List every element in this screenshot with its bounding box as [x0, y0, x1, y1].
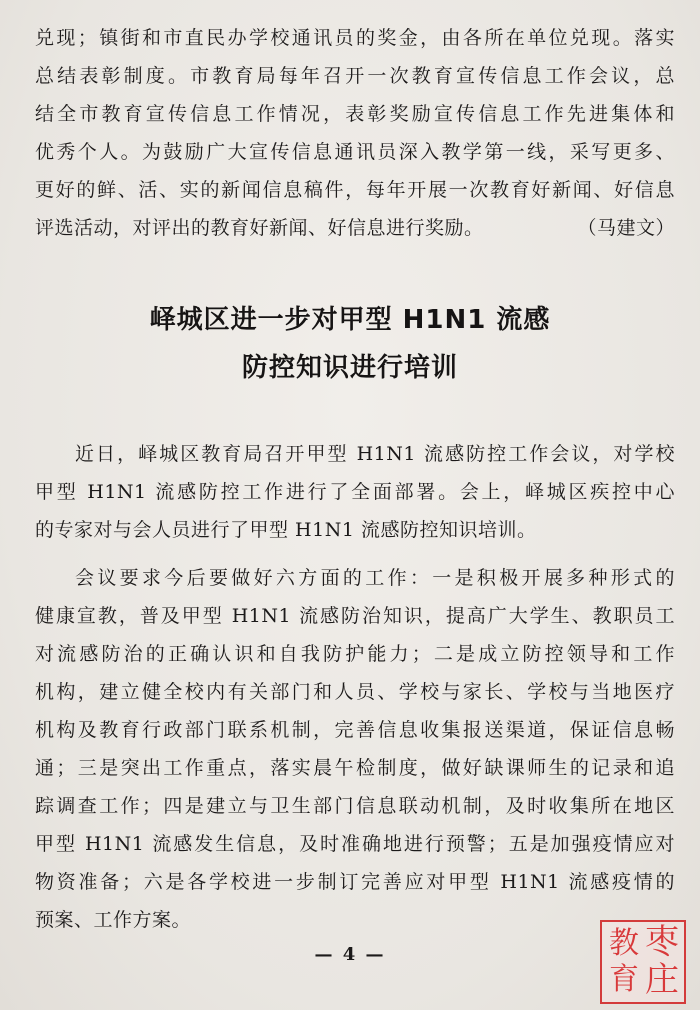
p2-line-4: 机构，建立健全校内有关部门和人员、学校与家长、学校与当地医疗: [35, 681, 675, 703]
author-byline: （马建文）: [577, 217, 675, 239]
seal-char: 教: [609, 926, 639, 961]
p2-line-9: 物资准备；六是各学校进一步制订完善应对甲型 H1N1 流感疫情的: [35, 871, 675, 893]
seal-char: 育: [609, 962, 639, 997]
seal-char: 枣: [645, 922, 679, 962]
intro-line-1: 兑现；镇街和市直民办学校通讯员的奖金，由各所在单位兑现。落实: [35, 27, 675, 49]
red-seal-stamp: [600, 920, 686, 1004]
page-number: — 4 —: [314, 944, 386, 965]
seal-char: 庄: [645, 960, 679, 1000]
p2-line-7: 踪调查工作；四是建立与卫生部门信息联动机制，及时收集所在地区: [35, 795, 675, 817]
p2-last-line: 预案、工作方案。: [35, 909, 192, 931]
p1-first-line: 近日，峄城区教育局召开甲型 H1N1 流感防控工作会议，对学校: [75, 443, 675, 465]
intro-last-line-text: 评选活动，对评出的教育好新闻、好信息进行奖励。: [35, 217, 484, 239]
p2-line-2: 健康宣教，普及甲型 H1N1 流感防治知识，提高广大学生、教职员工: [35, 605, 675, 627]
intro-line-5: 更好的鲜、活、实的新闻信息稿件，每年开展一次教育好新闻、好信息: [35, 179, 675, 201]
p1-last-line: 的专家对与会人员进行了甲型 H1N1 流感防控知识培训。: [35, 519, 537, 541]
p2-line-8: 甲型 H1N1 流感发生信息，及时准确地进行预警；五是加强疫情应对: [35, 833, 675, 855]
intro-line-3: 结全市教育宣传信息工作情况，表彰奖励宣传信息工作先进集体和: [35, 103, 675, 125]
p1-line-2: 甲型 H1N1 流感防控工作进行了全面部署。会上，峄城区疾控中心: [35, 481, 675, 503]
article-title-line-2: 防控知识进行培训: [241, 353, 458, 383]
p2-first-line: 会议要求今后要做好六方面的工作：一是积极开展多种形式的: [75, 567, 675, 589]
intro-last-line: [35, 216, 675, 240]
intro-line-4: 优秀个人。为鼓励广大宣传信息通讯员深入教学第一线，采写更多、: [35, 141, 675, 163]
article-title-line-1: 峄城区进一步对甲型 H1N1 流感: [149, 305, 551, 335]
intro-line-2: 总结表彰制度。市教育局每年召开一次教育宣传信息工作会议，总: [35, 65, 675, 87]
p2-line-3: 对流感防治的正确认识和自我防护能力；二是成立防控领导和工作: [35, 643, 675, 665]
p2-line-5: 机构及教育行政部门联系机制，完善信息收集报送渠道，保证信息畅: [35, 719, 675, 741]
p2-line-6: 通；三是突出工作重点，落实晨午检制度，做好缺课师生的记录和追: [35, 757, 675, 779]
